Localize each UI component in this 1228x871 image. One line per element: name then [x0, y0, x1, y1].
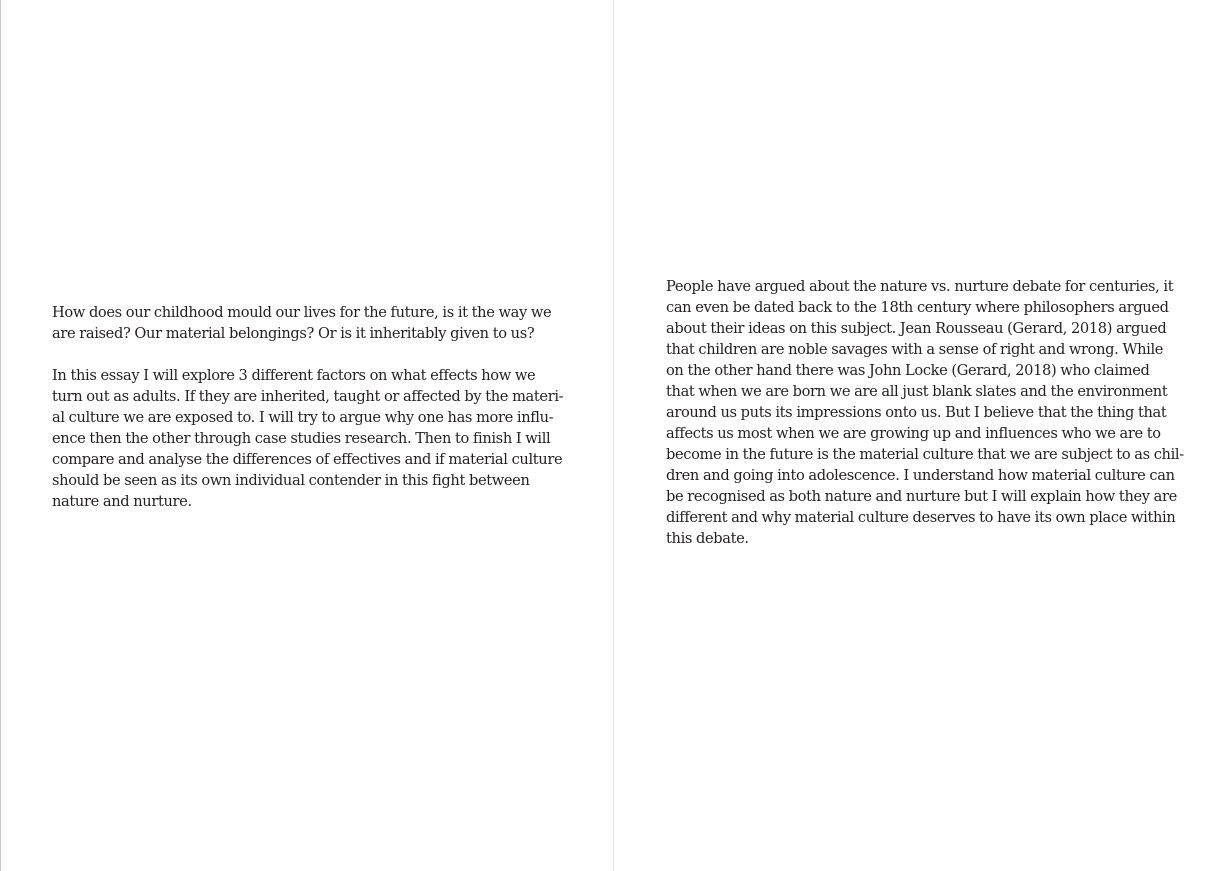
text-line: How does our childhood mould our lives for the future, is it the way we	[52, 304, 552, 321]
text-line: al culture we are exposed to. I will try to argue why one has more influ-	[52, 409, 554, 426]
text-line: that when we are born we are all just blank slates and the environment	[666, 383, 1168, 400]
essay-outline-paragraph	[52, 365, 563, 512]
text-line: dren and going into adolescence. I understand how material culture can	[666, 467, 1175, 484]
nature-nurture-paragraph	[666, 276, 1184, 549]
right-page	[614, 0, 1228, 871]
text-line: can even be dated back to the 18th century where philosophers argued	[666, 299, 1169, 316]
text-line: affects us most when we are growing up and influences who we are to	[666, 425, 1161, 442]
text-line: become in the future is the material culture that we are subject to as chil-	[666, 446, 1184, 463]
left-page	[1, 0, 613, 871]
text-line: be recognised as both nature and nurture but I will explain how they are	[666, 488, 1177, 505]
text-line: In this essay I will explore 3 different factors on what effects how we	[52, 367, 536, 384]
text-line: this debate.	[666, 530, 749, 547]
text-line: about their ideas on this subject. Jean Rousseau (Gerard, 2018) argued	[666, 320, 1167, 337]
left-page-text	[52, 302, 563, 512]
text-line: are raised? Our material belongings? Or is it inheritably given to us?	[52, 325, 535, 342]
text-line: compare and analyse the differences of effectives and if material culture	[52, 451, 563, 468]
text-line: that children are noble savages with a sense of right and wrong. While	[666, 341, 1164, 358]
text-line: different and why material culture deserves to have its own place within	[666, 509, 1176, 526]
text-line: ence then the other through case studies research. Then to finish I will	[52, 430, 551, 447]
intro-paragraph	[52, 302, 563, 344]
right-page-text	[666, 276, 1184, 549]
text-line: should be seen as its own individual contender in this fight between	[52, 472, 530, 489]
text-line: People have argued about the nature vs. nurture debate for centuries, it	[666, 278, 1174, 295]
text-line: turn out as adults. If they are inherited, taught or affected by the materi-	[52, 388, 564, 405]
text-line: nature and nurture.	[52, 493, 192, 510]
text-line: on the other hand there was John Locke (Gerard, 2018) who claimed	[666, 362, 1150, 379]
paragraph-spacer	[52, 344, 563, 365]
text-line: around us puts its impressions onto us. But I believe that the thing that	[666, 404, 1167, 421]
